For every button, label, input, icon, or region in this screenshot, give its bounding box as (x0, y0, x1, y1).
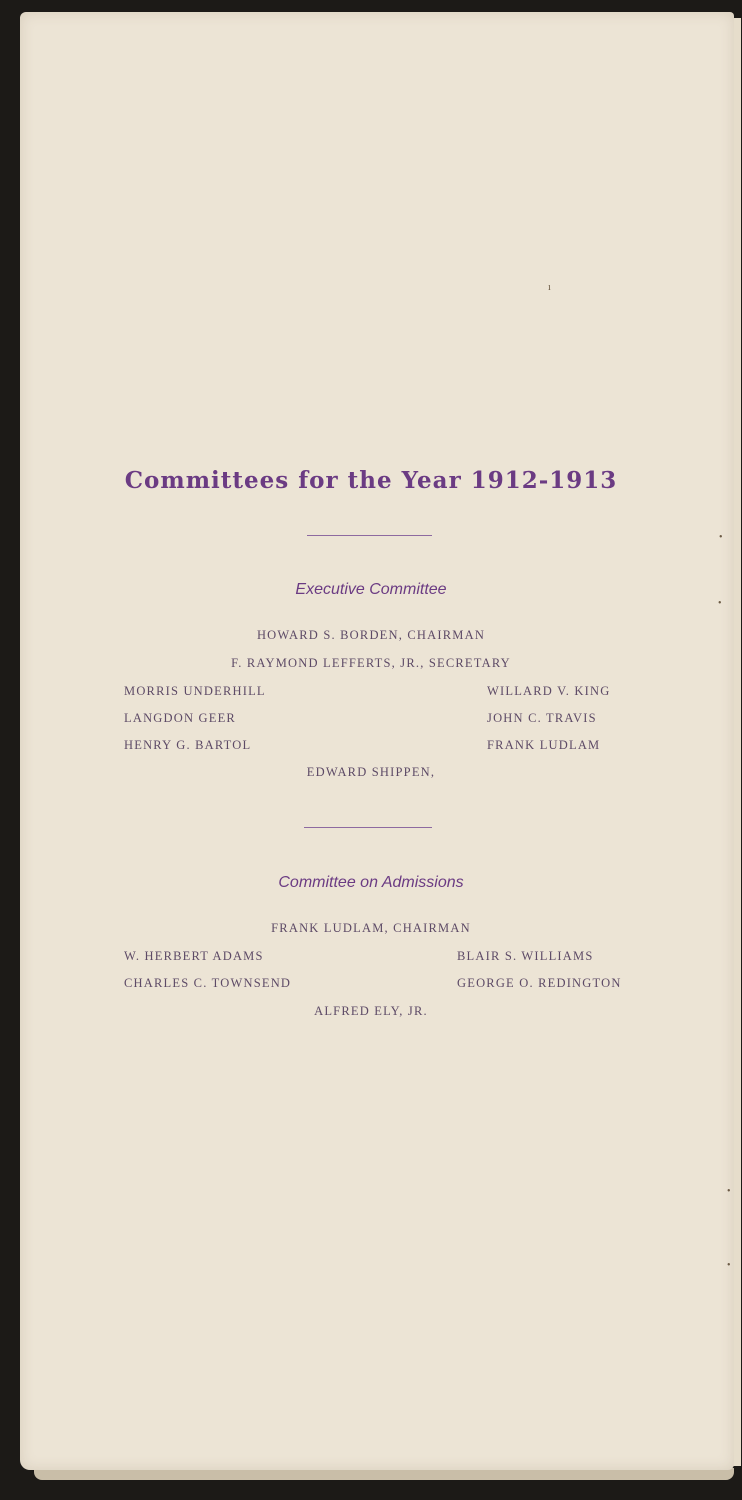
executive-committee-heading: Executive Committee (295, 581, 447, 598)
admissions-member-left-1: W. HERBERT ADAMS (124, 949, 264, 963)
admissions-member-left-2: CHARLES C. TOWNSEND (124, 976, 292, 990)
executive-secretary: F. RAYMOND LEFFERTS, JR., SECRETARY (231, 656, 511, 670)
executive-member-right-2: JOHN C. TRAVIS (487, 711, 597, 725)
page-title: Committees for the Year 1912-1913 (124, 467, 618, 494)
executive-member-left-2: LANGDON GEER (124, 711, 236, 725)
executive-chairman: HOWARD S. BORDEN, CHAIRMAN (256, 628, 486, 642)
admissions-member-last: ALFRED ELY, JR. (314, 1004, 428, 1018)
paper-speck: • (727, 1260, 731, 1271)
admissions-member-right-1: BLAIR S. WILLIAMS (457, 949, 594, 963)
paper-speck: • (718, 598, 722, 609)
paper-speck: • (719, 532, 723, 543)
admissions-member-right-2: GEORGE O. REDINGTON (457, 976, 622, 990)
executive-member-left-3: HENRY G. BARTOL (124, 738, 252, 752)
paper-speck: • (727, 1186, 731, 1197)
executive-member-left-1: MORRIS UNDERHILL (124, 684, 266, 698)
title-divider (307, 535, 432, 536)
executive-member-last: EDWARD SHIPPEN, (306, 765, 436, 779)
admissions-committee-heading: Committee on Admissions (278, 874, 464, 891)
section-divider (304, 827, 432, 828)
executive-member-right-3: FRANK LUDLAM (487, 738, 601, 752)
admissions-chairman: FRANK LUDLAM, CHAIRMAN (271, 921, 471, 935)
executive-member-right-1: WILLARD V. KING (487, 684, 611, 698)
paper-speck: ı (548, 282, 551, 293)
